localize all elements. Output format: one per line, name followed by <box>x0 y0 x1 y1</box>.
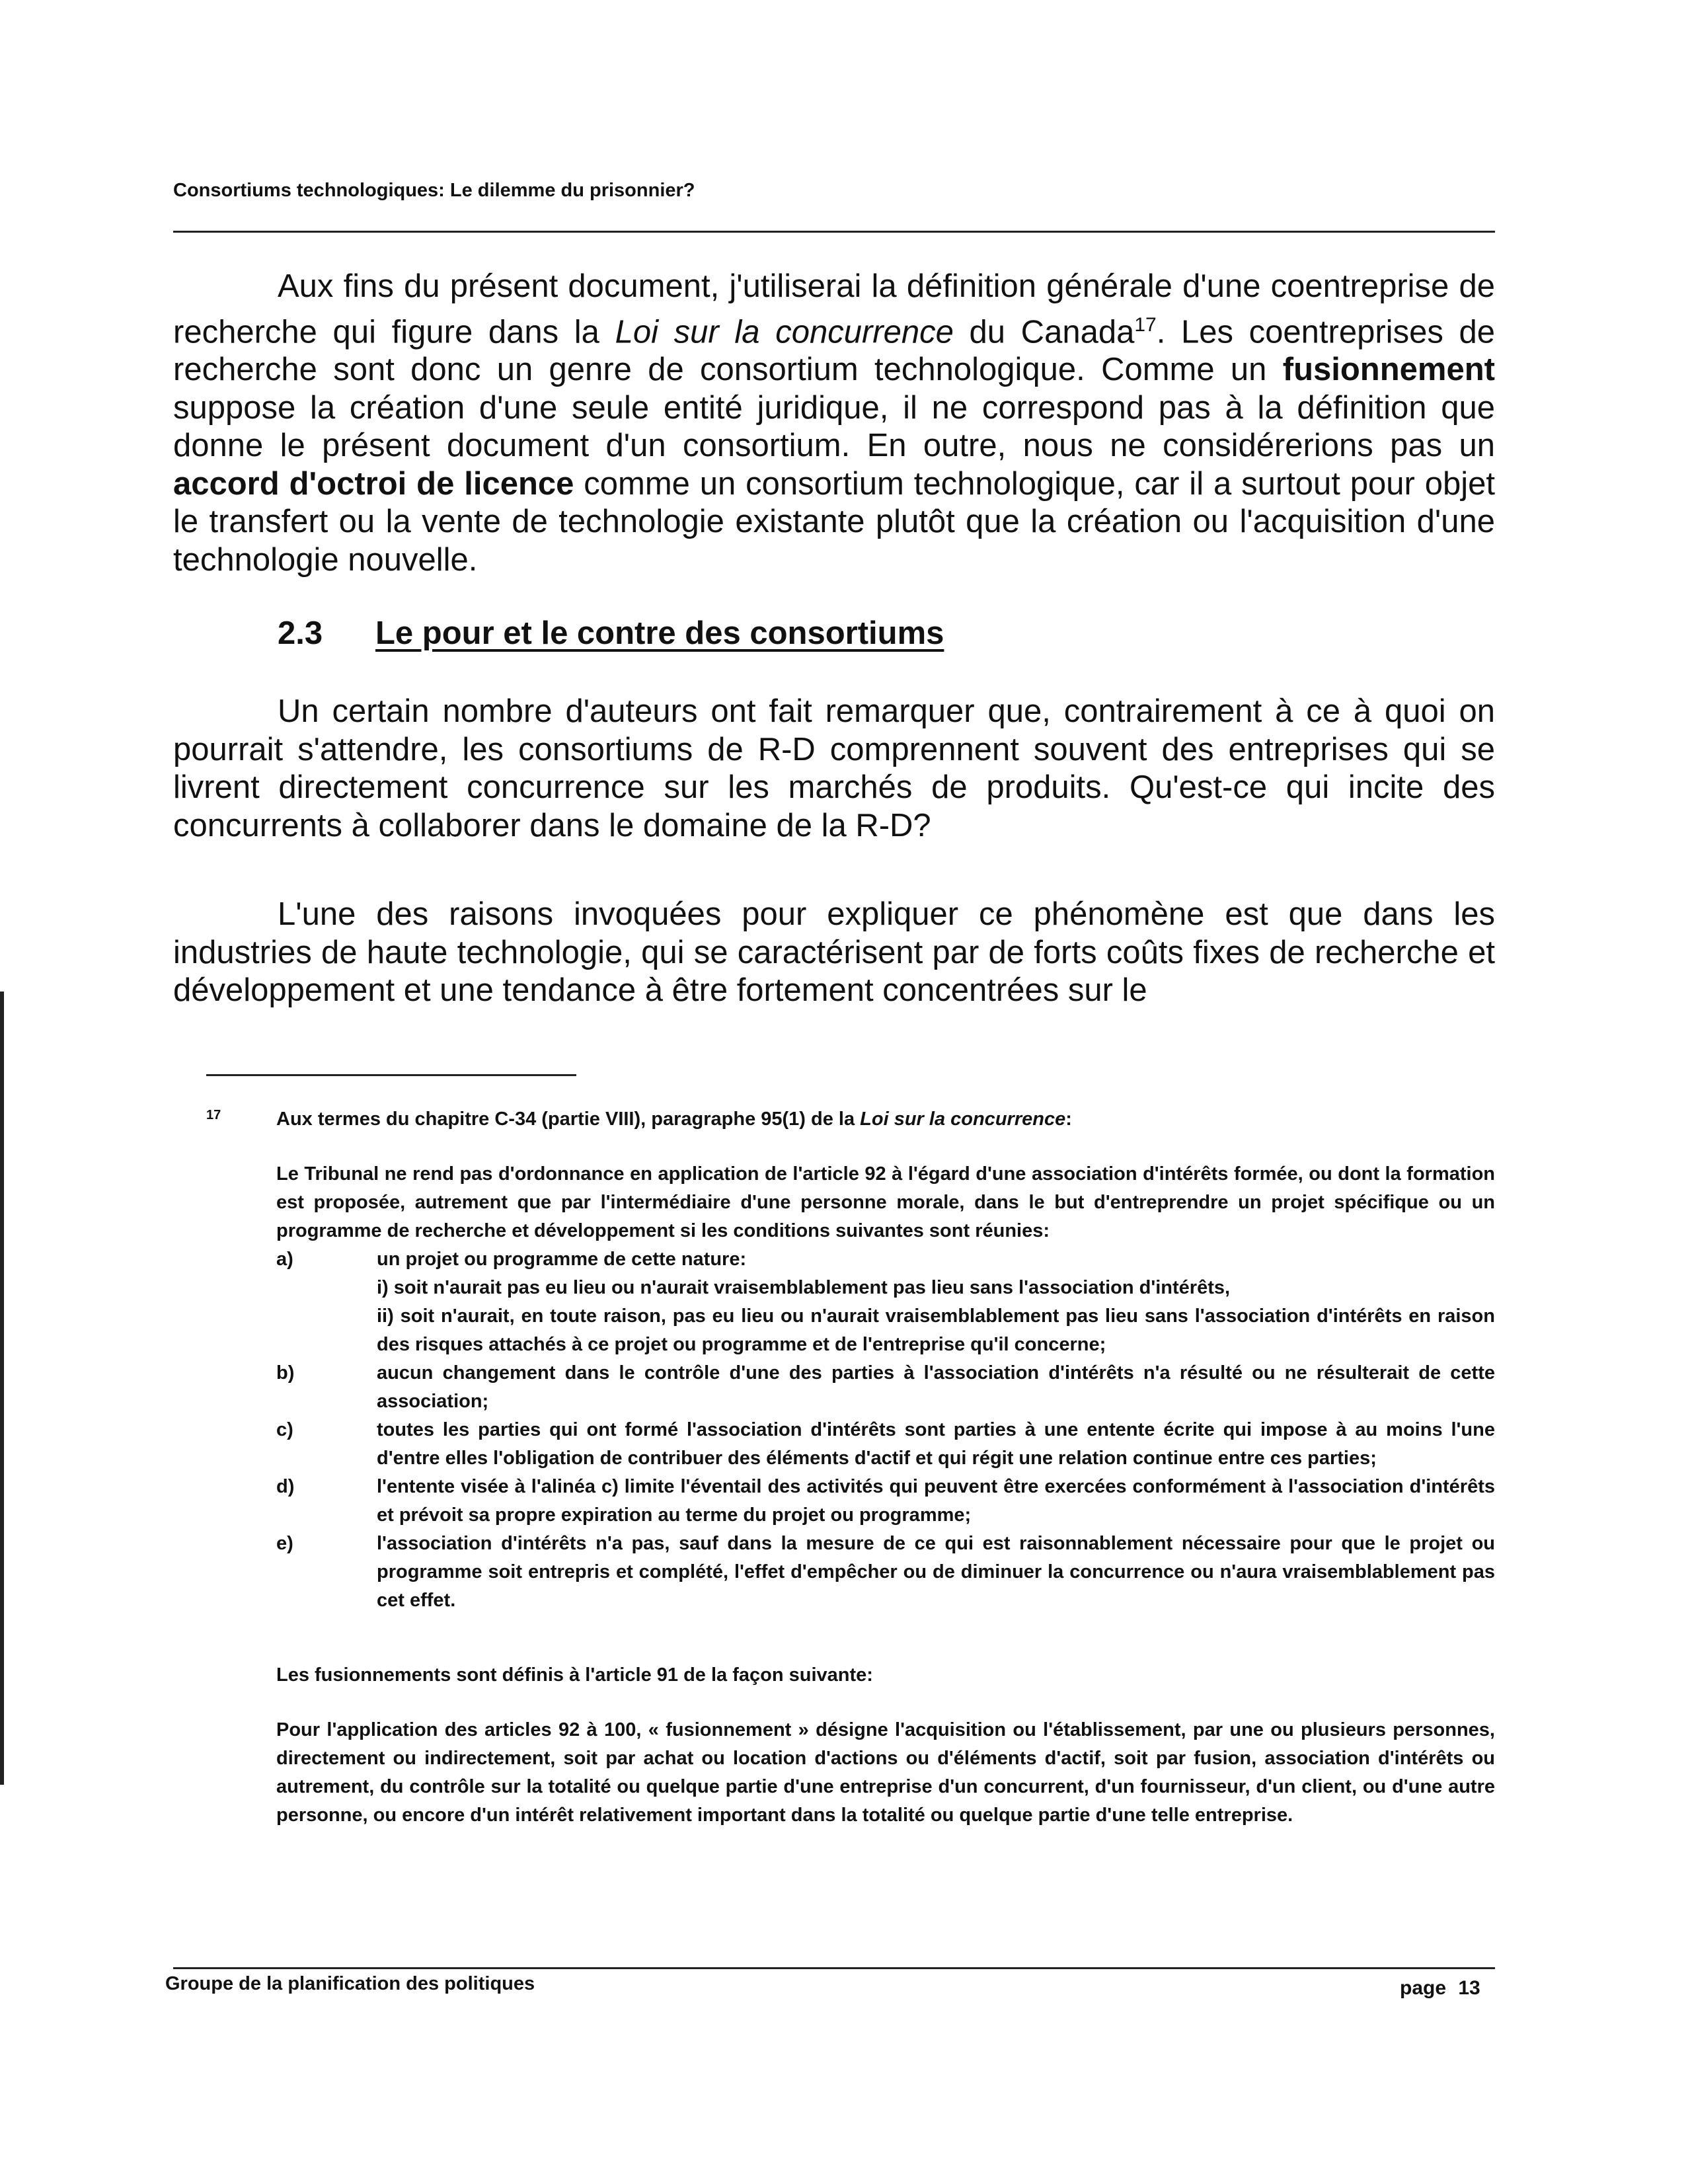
footnote-ref-17[interactable]: 17 <box>1134 313 1157 336</box>
merger-intro: Les fusionnements sont définis à l'article 91 de la façon suivante: <box>276 1664 873 1686</box>
term-fusionnement: fusionnement <box>1282 352 1495 388</box>
paragraph-competitors: Un certain nombre d'auteurs ont fait remarquer que, contrairement à ce à quoi on pourrait s'attendre, les consortiums de R-D comprennent souvent des entreprises qui se livrent directement concurrence sur les marchés de produits. Qu'est-ce qui incite des concurrents à collaborer dans le domaine de la R-D? <box>173 693 1495 843</box>
condition-list <box>276 1245 1495 1615</box>
scan-page-edge <box>0 992 4 1785</box>
paragraph-definition: Aux fins du présent document, j'utiliserai la définition générale d'une coentreprise de recherche qui figure dans la Loi sur la concurrence du Canada$^{17}$. Les coentreprises de recherche sont donc un genre de consortium technologique. Comme un fusionnement suppose la création d'une seule entité juridique, il ne correspond pas à la définition que donne le présent document d'un consortium. En outre, nous ne considérerions pas un accord d'octroi de licence comme un consortium technologique, car il a surtout pour objet le transfert ou la vente de technologie existante plutôt que la création ou l'acquisition d'une technologie nouvelle. <box>173 268 1495 578</box>
running-header: Consortiums technologiques: Le dilemme du prisonnier? <box>173 180 695 201</box>
section-number: 2.3 <box>278 615 323 651</box>
footnote-intro: Aux termes du chapitre C-34 (partie VIII), paragraphe 95(1) de la Loi sur la concurrence: <box>276 1109 1072 1130</box>
condition-item: a) un projet ou programme de cette nature: i) soit n'aurait pas eu lieu ou n'aurait vraisemblablement pas lieu sans l'association d'intérêts, ii) soit n'aurait, en toute raison, pas eu lieu ou n'aurait vraisemblablement pas lieu sans l'association d'intérêts en raison des risques attachés à ce projet ou programme et de l'entreprise qu'il concerne; <box>276 1249 1495 1355</box>
tribunal-text: Le Tribunal ne rend pas d'ordonnance en application de l'article 92 à l'égard d'une association d'intérêts formée, ou dont la formation est proposée, autrement que par l'intermédiaire d'une personne morale, dans le but d'entreprendre un projet spécifique ou un programme de recherche et développement si les conditions suivantes sont réunies: <box>276 1163 1495 1241</box>
footnote-quote <box>276 1160 1495 1830</box>
footnote-rule <box>206 1074 576 1076</box>
condition-item: d) l'entente visée à l'alinéa c) limite l'éventail des activités qui peuvent être exercées conformément à l'association d'intérêts et prévoit sa propre expiration au terme du projet ou programme; <box>276 1476 1495 1526</box>
footer-rule <box>173 1967 1495 1969</box>
section-heading <box>278 613 944 653</box>
condition-item: b) aucun changement dans le contrôle d'une des parties à l'association d'intérêts n'a résulté ou ne résulterait de cette association; <box>276 1362 1495 1412</box>
header-rule <box>173 231 1495 233</box>
footnote-mark: 17 <box>206 1108 221 1122</box>
merger-definition: Pour l'application des articles 92 à 100, « fusionnement » désigne l'acquisition ou l'établissement, par une ou plusieurs personnes, directement ou indirectement, soit par achat ou location d'actions ou d'éléments d'actif, soit par fusion, association d'intérêts ou autrement, du contrôle sur la totalité ou quelque partie d'une entreprise d'un concurrent, d'un fournisseur, d'un client, ou d'une autre personne, ou encore d'un intérêt relativement important dans la totalité ou quelque partie d'une telle entreprise. <box>276 1719 1495 1826</box>
condition-item: c) toutes les parties qui ont formé l'association d'intérêts sont parties à une entente écrite qui impose à au moins l'une d'entre elles l'obligation de contribuer des éléments d'actif et qui régit une relation continue entre ces parties; <box>276 1419 1495 1469</box>
condition-item: e) l'association d'intérêts n'a pas, sauf dans la mesure de ce qui est raisonnablement nécessaire pour que le projet ou programme soit entrepris et complété, l'effet d'empêcher ou de diminuer la concurrence ou n'aura vraisemblablement pas cet effet. <box>276 1533 1495 1611</box>
law-title-italic: Loi sur la concurrence <box>615 313 954 350</box>
footnote-17 <box>206 1105 1495 1830</box>
paragraph-reasons: L'une des raisons invoquées pour expliquer ce phénomène est que dans les industries de haute technologie, qui se caractérisent par de forts coûts fixes de recherche et développement et une tendance à être fortement concentrées sur le <box>173 896 1495 1008</box>
term-licence: accord d'octroi de licence <box>173 465 574 502</box>
page-number: page 13 <box>1400 1977 1480 1999</box>
footer-org: Groupe de la planification des politiques <box>165 1973 535 1994</box>
section-title: Le pour et le contre des consortiums <box>375 615 944 651</box>
